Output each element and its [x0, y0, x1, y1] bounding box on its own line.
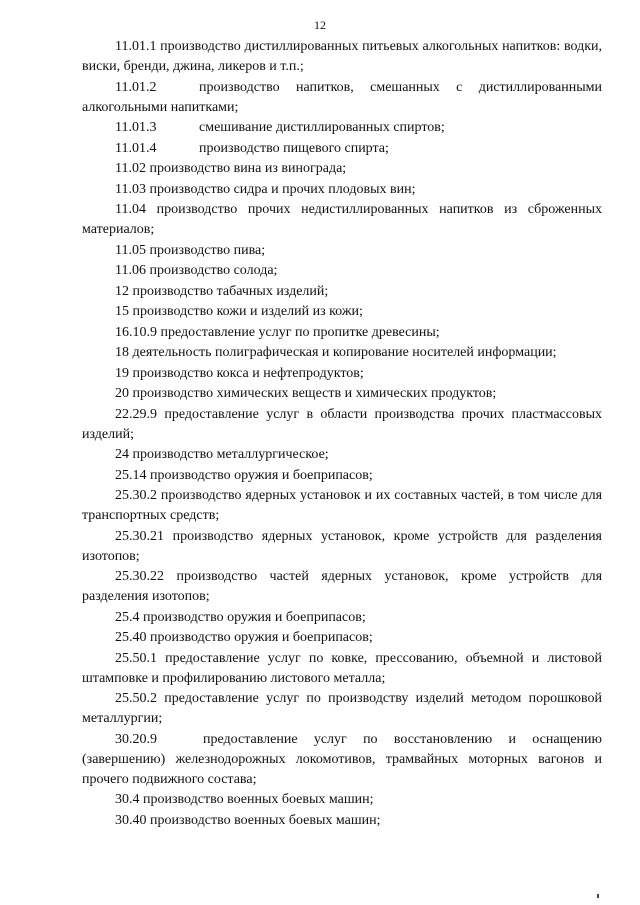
item-text: производство оружия и боеприпасов; [150, 630, 373, 645]
item-code: 30.20.9 [115, 731, 157, 747]
item-code: 11.05 [115, 242, 146, 258]
item-code: 15 [115, 304, 129, 319]
item-code: 11.06 [115, 263, 146, 278]
item-text: производство химических веществ и химических продуктов; [132, 386, 497, 401]
item-text: производство металлургическое; [132, 447, 329, 462]
item-code: 11.01.1 [115, 39, 157, 54]
item-text: производство пива; [149, 242, 266, 258]
item-text: предоставление услуг по восстановлению и оснащению (завершению) железнодорожных локомотивов, трамвайных моторных вагонов и прочего подвижного состава; [82, 731, 602, 787]
item-text: производство табачных изделий; [132, 283, 329, 299]
list-item [82, 466, 602, 486]
item-text: производство частей ядерных установок, кроме устройств для разделения изотопов; [82, 569, 603, 604]
item-text: производство оружия и боеприпасов; [150, 467, 373, 483]
item-code: 25.4 [115, 609, 140, 625]
item-code: 19 [115, 365, 129, 381]
item-text: производство солода; [149, 263, 278, 278]
list-item [82, 282, 602, 302]
item-text: предоставление услуг по производству изделий методом порошковой металлургии; [82, 691, 602, 726]
item-text: производство кожи и изделий из кожи; [132, 304, 363, 319]
list-item [82, 486, 602, 526]
item-code: 11.01.2 [115, 79, 157, 95]
list-item [82, 689, 602, 729]
item-code: 30.40 [115, 812, 147, 828]
item-code: 18 [115, 345, 129, 360]
list-item [82, 730, 602, 790]
list-item [82, 302, 602, 322]
item-code: 22.29.9 [115, 406, 157, 422]
item-text: предоставление услуг по ковке, прессованию, объемной и листовой штамповке и профилированию листового металла; [82, 650, 603, 686]
list-item [82, 790, 602, 810]
list-item [82, 567, 602, 607]
list-item [82, 445, 602, 465]
list-item [82, 527, 602, 567]
item-code: 11.02 [115, 161, 146, 176]
item-text: производство оружия и боеприпасов; [143, 609, 366, 625]
list-item [82, 118, 602, 138]
item-text: деятельность полиграфическая и копирование носителей информации; [132, 345, 557, 360]
item-text: производство сидра и прочих плодовых вин; [149, 181, 416, 197]
item-code: 16.10.9 [115, 324, 157, 340]
list-item [82, 343, 602, 363]
list-item [82, 261, 602, 281]
list-item [82, 628, 602, 648]
list-item [82, 649, 602, 689]
scan-mark [597, 894, 599, 898]
list-item [82, 364, 602, 384]
list-item [82, 241, 602, 261]
item-code: 25.30.22 [115, 569, 164, 584]
item-code: 11.01.3 [115, 120, 157, 135]
item-code: 25.50.1 [115, 650, 157, 666]
item-text: предоставление услуг по пропитке древесины; [160, 324, 440, 340]
item-text: производство кокса и нефтепродуктов; [132, 365, 364, 381]
item-text: производство ядерных установок, кроме устройств для разделения изотопов; [82, 528, 602, 564]
item-text: производство дистиллированных питьевых алкогольных напитков: водки, виски, бренди, джина, ликеров и т.п.; [82, 39, 602, 74]
list-item [82, 159, 602, 179]
item-text: производство прочих недистиллированных напитков из сброженных материалов; [82, 202, 602, 237]
list-item [82, 37, 602, 77]
list-item [82, 811, 602, 831]
item-code: 25.30.21 [115, 528, 164, 544]
list-item [82, 405, 602, 445]
list-item [82, 608, 602, 628]
item-code: 30.4 [115, 792, 140, 807]
item-code: 11.03 [115, 181, 146, 197]
list-item [82, 384, 602, 404]
item-text: производство военных боевых машин; [143, 792, 374, 807]
item-text: смешивание дистиллированных спиртов; [199, 120, 445, 135]
item-code: 25.40 [115, 630, 147, 645]
item-code: 11.04 [115, 202, 146, 217]
item-code: 11.01.4 [115, 140, 157, 156]
page-number: 12 [314, 18, 326, 32]
item-code: 12 [115, 283, 129, 299]
document-body [82, 37, 602, 831]
item-code: 25.14 [115, 467, 147, 483]
item-text: производство ядерных установок и их составных частей, в том числе для транспортных средств; [82, 488, 603, 523]
item-text: предоставление услуг в области производства прочих пластмассовых изделий; [82, 406, 602, 442]
list-item [82, 323, 602, 343]
list-item [82, 200, 602, 240]
item-text: производство военных боевых машин; [150, 812, 381, 828]
item-text: производство пищевого спирта; [199, 140, 389, 156]
list-item [82, 180, 602, 200]
item-code: 25.50.2 [115, 691, 157, 706]
item-code: 20 [115, 386, 129, 401]
list-item [82, 78, 602, 118]
item-text: производство напитков, смешанных с дистиллированными алкогольными напитками; [82, 79, 602, 115]
item-code: 25.30.2 [115, 488, 157, 503]
list-item [82, 139, 602, 159]
item-code: 24 [115, 447, 129, 462]
item-text: производство вина из винограда; [149, 161, 347, 176]
